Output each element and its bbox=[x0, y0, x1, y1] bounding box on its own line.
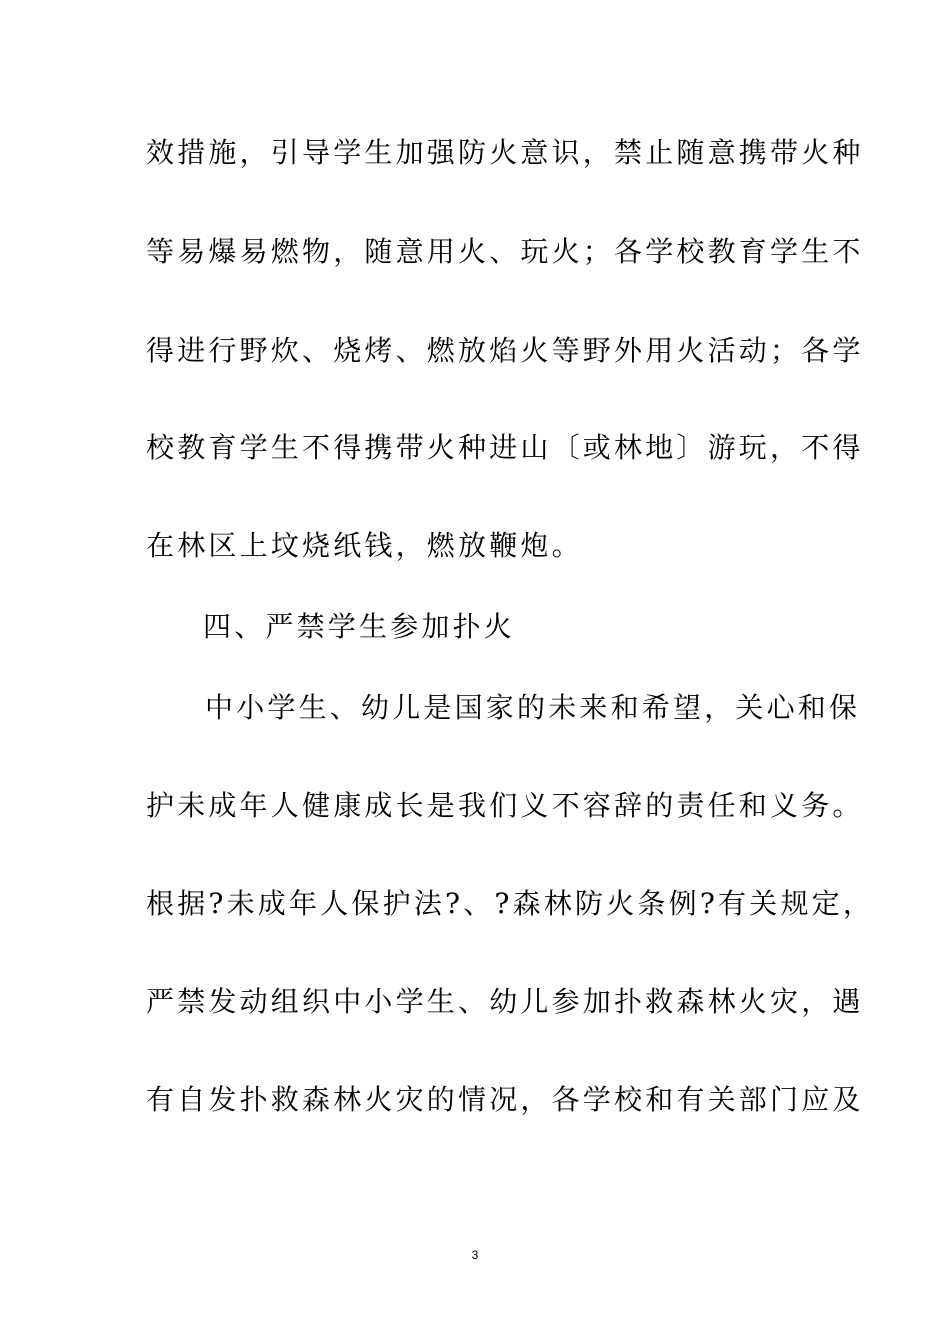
paragraph-line: 在林区上坟烧纸钱，燃放鞭炮。 bbox=[146, 529, 583, 562]
paragraph-line: 校教育学生不得携带火种进山〔或林地〕游玩，不得 bbox=[146, 431, 864, 464]
paragraph-line: 护未成年人健康成长是我们义不容辞的责任和义务。 bbox=[146, 789, 864, 822]
paragraph-line: 中小学生、幼儿是国家的未来和希望，关心和保 bbox=[205, 691, 861, 724]
section-heading: 四、严禁学生参加扑火 bbox=[203, 610, 516, 643]
paragraph-line: 等易爆易燃物，随意用火、玩火；各学校教育学生不 bbox=[146, 235, 864, 268]
paragraph-line: 效措施，引导学生加强防火意识，禁止随意携带火种 bbox=[146, 136, 864, 169]
page-number: 3 bbox=[471, 1248, 479, 1262]
paragraph-line: 有自发扑救森林火灾的情况，各学校和有关部门应及 bbox=[146, 1083, 864, 1116]
paragraph-line: 得进行野炊、烧烤、燃放焰火等野外用火活动；各学 bbox=[146, 334, 864, 367]
paragraph-line: 严禁发动组织中小学生、幼儿参加扑救森林火灾，遇 bbox=[146, 985, 864, 1018]
paragraph-line: 根据?未成年人保护法?、?森林防火条例?有关规定， bbox=[146, 887, 875, 920]
